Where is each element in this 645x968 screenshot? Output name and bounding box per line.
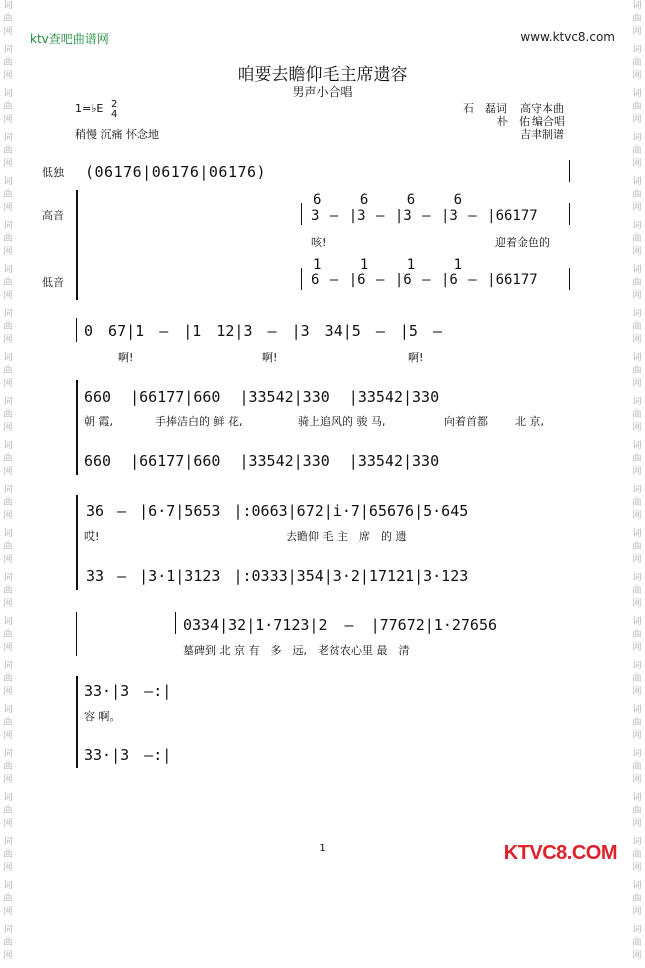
watermark-char: 词 bbox=[3, 529, 13, 539]
watermark-char: 词 bbox=[632, 45, 642, 55]
page-number: 1 bbox=[319, 843, 326, 854]
watermark-char: 词 bbox=[632, 881, 642, 891]
watermark-char: 词 bbox=[3, 265, 13, 275]
watermark-char: 曲 bbox=[632, 190, 642, 200]
system3-high-notes: 36 — |6·7|5653 |:0663|672|i·7|65676|5·645 bbox=[86, 502, 469, 520]
watermark-char: 词 bbox=[3, 485, 13, 495]
watermark-char: 曲 bbox=[632, 630, 642, 640]
watermark-char: 网 bbox=[632, 71, 642, 81]
watermark-char: 网 bbox=[632, 863, 642, 873]
watermark-char: 词 bbox=[3, 617, 13, 627]
watermark-char: 曲 bbox=[3, 102, 13, 112]
watermark-char: 网 bbox=[3, 247, 13, 257]
watermark-char: 网 bbox=[632, 291, 642, 301]
system3-lyric-1: 哎! bbox=[84, 530, 100, 543]
song-subtitle: 男声小合唱 bbox=[292, 85, 353, 99]
system1-low-notes: 6 — |6 — |6 — |6 — |66177 bbox=[311, 272, 538, 288]
watermark-char: 词 bbox=[632, 133, 642, 143]
system2-lyric-2: 手捧洁白的 鲜 花, bbox=[155, 415, 243, 428]
system2-lyric-1: 朝 霞, bbox=[84, 415, 113, 428]
watermark-char: 网 bbox=[3, 335, 13, 345]
credit-arranger-name: 朴 佑 bbox=[497, 115, 530, 128]
system5-high-notes: 33·|3 —:| bbox=[84, 682, 172, 700]
watermark-char: 词 bbox=[632, 837, 642, 847]
system1-low-end-bar bbox=[569, 268, 570, 290]
system3-low-notes: 33 — |3·1|3123 |:0333|354|3·2|17121|3·123 bbox=[86, 567, 469, 585]
system1-start-bar bbox=[301, 203, 302, 225]
watermark-right bbox=[631, 0, 643, 968]
system2-low-notes: 660 |66177|660 |33542|330 |33542|330 bbox=[84, 452, 440, 470]
watermark-char: 网 bbox=[3, 819, 13, 829]
system1-high-lyrics-2: 迎着金色的 bbox=[495, 236, 550, 249]
system1-high-upper: 6 6 6 6 bbox=[313, 192, 463, 208]
watermark-char: 网 bbox=[632, 423, 642, 433]
watermark-char: 曲 bbox=[632, 146, 642, 156]
system5-lyrics: 容 啊。 bbox=[84, 710, 121, 723]
watermark-char: 词 bbox=[632, 1, 642, 11]
watermark-char: 曲 bbox=[3, 762, 13, 772]
watermark-char: 曲 bbox=[3, 14, 13, 24]
system4-start-bar bbox=[76, 612, 77, 656]
watermark-char: 词 bbox=[3, 925, 13, 935]
watermark-char: 网 bbox=[632, 555, 642, 565]
watermark-char: 词 bbox=[3, 793, 13, 803]
watermark-char: 网 bbox=[3, 643, 13, 653]
system2-solo-lyric-3: 啊! bbox=[408, 351, 424, 364]
watermark-char: 网 bbox=[3, 599, 13, 609]
watermark-char: 词 bbox=[632, 441, 642, 451]
watermark-char: 曲 bbox=[632, 14, 642, 24]
watermark-char: 网 bbox=[3, 731, 13, 741]
voice-label-solo: 低独 bbox=[42, 166, 64, 179]
watermark-char: 词 bbox=[3, 573, 13, 583]
watermark-char: 曲 bbox=[632, 58, 642, 68]
watermark-char: 曲 bbox=[632, 366, 642, 376]
watermark-char: 曲 bbox=[632, 322, 642, 332]
watermark-char: 曲 bbox=[3, 718, 13, 728]
watermark-char: 曲 bbox=[632, 850, 642, 860]
watermark-char: 网 bbox=[3, 115, 13, 125]
watermark-char: 词 bbox=[632, 661, 642, 671]
watermark-char: 网 bbox=[3, 203, 13, 213]
watermark-char: 词 bbox=[632, 221, 642, 231]
key-signature: 1=♭E bbox=[75, 102, 104, 115]
watermark-char: 词 bbox=[632, 177, 642, 187]
system1-solo-end-bar bbox=[569, 160, 570, 182]
watermark-char: 网 bbox=[632, 731, 642, 741]
watermark-char: 词 bbox=[3, 749, 13, 759]
watermark-char: 词 bbox=[632, 573, 642, 583]
system5-bracket bbox=[76, 676, 78, 768]
watermark-char: 词 bbox=[3, 661, 13, 671]
watermark-char: 词 bbox=[632, 617, 642, 627]
watermark-char: 网 bbox=[632, 379, 642, 389]
watermark-char: 网 bbox=[632, 115, 642, 125]
system3-lyric-2: 去瞻仰 毛 主 席 的 遗 bbox=[286, 530, 407, 543]
system2-solo-start-bar bbox=[76, 318, 77, 342]
watermark-char: 曲 bbox=[3, 850, 13, 860]
system1-low-start-bar bbox=[301, 268, 302, 290]
watermark-char: 词 bbox=[632, 89, 642, 99]
watermark-char: 网 bbox=[632, 907, 642, 917]
watermark-char: 网 bbox=[632, 775, 642, 785]
system2-bracket bbox=[76, 380, 78, 475]
credit-arranger-role: 编合唱 bbox=[532, 115, 565, 128]
watermark-char: 曲 bbox=[632, 542, 642, 552]
watermark-char: 曲 bbox=[3, 630, 13, 640]
time-signature-top: 2 bbox=[111, 99, 118, 110]
watermark-char: 曲 bbox=[3, 674, 13, 684]
watermark-char: 网 bbox=[3, 511, 13, 521]
watermark-char: 网 bbox=[632, 27, 642, 37]
watermark-char: 网 bbox=[3, 423, 13, 433]
watermark-char: 曲 bbox=[3, 938, 13, 948]
system2-solo-notes: 0 67|1 — |1 12|3 — |3 34|5 — |5 — bbox=[84, 322, 443, 340]
watermark-char: 曲 bbox=[3, 322, 13, 332]
watermark-char: 曲 bbox=[632, 938, 642, 948]
watermark-char: 网 bbox=[3, 907, 13, 917]
system2-lyric-3: 骑上追风的 骏 马, bbox=[298, 415, 386, 428]
watermark-char: 词 bbox=[3, 353, 13, 363]
watermark-char: 曲 bbox=[632, 410, 642, 420]
watermark-char: 网 bbox=[632, 819, 642, 829]
watermark-char: 曲 bbox=[3, 190, 13, 200]
watermark-char: 网 bbox=[3, 951, 13, 961]
watermark-char: 词 bbox=[3, 397, 13, 407]
song-title: 咱要去瞻仰毛主席遗容 bbox=[237, 65, 408, 85]
system1-solo-notes: (06176|06176|06176) bbox=[85, 163, 267, 181]
watermark-char: 词 bbox=[632, 705, 642, 715]
system1-high-lyrics-1: 咳! bbox=[311, 236, 327, 249]
system2-lyric-5: 北 京, bbox=[515, 415, 544, 428]
watermark-char: 网 bbox=[632, 599, 642, 609]
watermark-char: 网 bbox=[3, 159, 13, 169]
voice-label-low: 低音 bbox=[42, 276, 64, 289]
system3-bracket bbox=[76, 495, 78, 590]
system4-notes: 0334|32|1·7123|2 — |77672|1·27656 bbox=[183, 616, 498, 634]
watermark-char: 曲 bbox=[3, 454, 13, 464]
watermark-char: 网 bbox=[632, 203, 642, 213]
watermark-char: 网 bbox=[632, 687, 642, 697]
watermark-char: 词 bbox=[3, 1, 13, 11]
watermark-char: 曲 bbox=[632, 498, 642, 508]
watermark-char: 网 bbox=[3, 71, 13, 81]
watermark-char: 曲 bbox=[3, 806, 13, 816]
credit-engraver: 吉聿制谱 bbox=[520, 128, 564, 141]
watermark-char: 网 bbox=[3, 291, 13, 301]
watermark-char: 词 bbox=[632, 309, 642, 319]
watermark-char: 词 bbox=[3, 881, 13, 891]
watermark-char: 曲 bbox=[632, 102, 642, 112]
watermark-char: 曲 bbox=[632, 586, 642, 596]
watermark-char: 曲 bbox=[3, 234, 13, 244]
system1-high-end-bar bbox=[569, 203, 570, 225]
watermark-char: 词 bbox=[3, 441, 13, 451]
watermark-char: 词 bbox=[632, 265, 642, 275]
watermark-char: 词 bbox=[3, 837, 13, 847]
watermark-char: 网 bbox=[632, 247, 642, 257]
watermark-char: 网 bbox=[3, 775, 13, 785]
system4-lyrics: 墓碑到 北 京 有 多 远, 老贫农心里 最 清 bbox=[183, 644, 410, 657]
watermark-char: 曲 bbox=[3, 278, 13, 288]
watermark-char: 曲 bbox=[632, 278, 642, 288]
system1-low-upper: 1 1 1 1 bbox=[313, 257, 463, 273]
system2-solo-lyric-2: 啊! bbox=[262, 351, 278, 364]
watermark-char: 词 bbox=[632, 353, 642, 363]
system1-high-notes: 3 — |3 — |3 — |3 — |66177 bbox=[311, 208, 538, 224]
system5-low-notes: 33·|3 —:| bbox=[84, 746, 172, 764]
voice-label-high: 高音 bbox=[42, 209, 64, 222]
watermark-char: 词 bbox=[3, 221, 13, 231]
credit-lyrics: 石 磊词 bbox=[463, 102, 507, 115]
watermark-char: 曲 bbox=[3, 586, 13, 596]
watermark-char: 曲 bbox=[3, 410, 13, 420]
time-signature-bottom: 4 bbox=[111, 109, 118, 120]
watermark-char: 曲 bbox=[3, 58, 13, 68]
watermark-char: 网 bbox=[3, 687, 13, 697]
watermark-char: 网 bbox=[3, 379, 13, 389]
watermark-char: 词 bbox=[3, 705, 13, 715]
site-logo[interactable]: KTVC8.COM bbox=[503, 842, 617, 864]
watermark-char: 网 bbox=[632, 951, 642, 961]
watermark-char: 网 bbox=[3, 467, 13, 477]
watermark-char: 网 bbox=[632, 511, 642, 521]
watermark-char: 曲 bbox=[3, 366, 13, 376]
system2-high-notes: 660 |66177|660 |33542|330 |33542|330 bbox=[84, 388, 440, 406]
watermark-char: 词 bbox=[3, 89, 13, 99]
tempo-marking: 稍慢 沉痛 怀念地 bbox=[75, 128, 159, 141]
watermark-char: 网 bbox=[3, 863, 13, 873]
system4-first-bar bbox=[175, 612, 176, 634]
watermark-char: 词 bbox=[3, 133, 13, 143]
system2-lyric-4: 向着首都 bbox=[444, 415, 488, 428]
watermark-char: 曲 bbox=[632, 234, 642, 244]
watermark-left bbox=[2, 0, 14, 968]
watermark-char: 曲 bbox=[632, 894, 642, 904]
watermark-char: 曲 bbox=[632, 762, 642, 772]
watermark-char: 词 bbox=[632, 749, 642, 759]
watermark-char: 曲 bbox=[632, 718, 642, 728]
site-name-left[interactable]: ktv查吧曲谱网 bbox=[30, 32, 109, 46]
watermark-char: 词 bbox=[3, 309, 13, 319]
watermark-char: 网 bbox=[3, 555, 13, 565]
watermark-char: 网 bbox=[632, 159, 642, 169]
watermark-char: 曲 bbox=[3, 498, 13, 508]
watermark-char: 曲 bbox=[3, 894, 13, 904]
watermark-char: 词 bbox=[3, 45, 13, 55]
watermark-char: 词 bbox=[632, 397, 642, 407]
watermark-char: 曲 bbox=[3, 146, 13, 156]
watermark-char: 曲 bbox=[632, 454, 642, 464]
credit-music: 高守本曲 bbox=[520, 102, 564, 115]
watermark-char: 曲 bbox=[632, 806, 642, 816]
watermark-char: 网 bbox=[632, 335, 642, 345]
watermark-char: 词 bbox=[632, 925, 642, 935]
site-url-right[interactable]: www.ktvc8.com bbox=[520, 30, 615, 44]
watermark-char: 网 bbox=[632, 643, 642, 653]
watermark-char: 网 bbox=[3, 27, 13, 37]
watermark-char: 词 bbox=[632, 485, 642, 495]
watermark-char: 曲 bbox=[632, 674, 642, 684]
watermark-char: 曲 bbox=[3, 542, 13, 552]
watermark-char: 词 bbox=[3, 177, 13, 187]
watermark-char: 网 bbox=[632, 467, 642, 477]
system1-bracket bbox=[76, 190, 78, 300]
system2-solo-lyric-1: 啊! bbox=[118, 351, 134, 364]
watermark-char: 词 bbox=[632, 529, 642, 539]
watermark-char: 词 bbox=[632, 793, 642, 803]
